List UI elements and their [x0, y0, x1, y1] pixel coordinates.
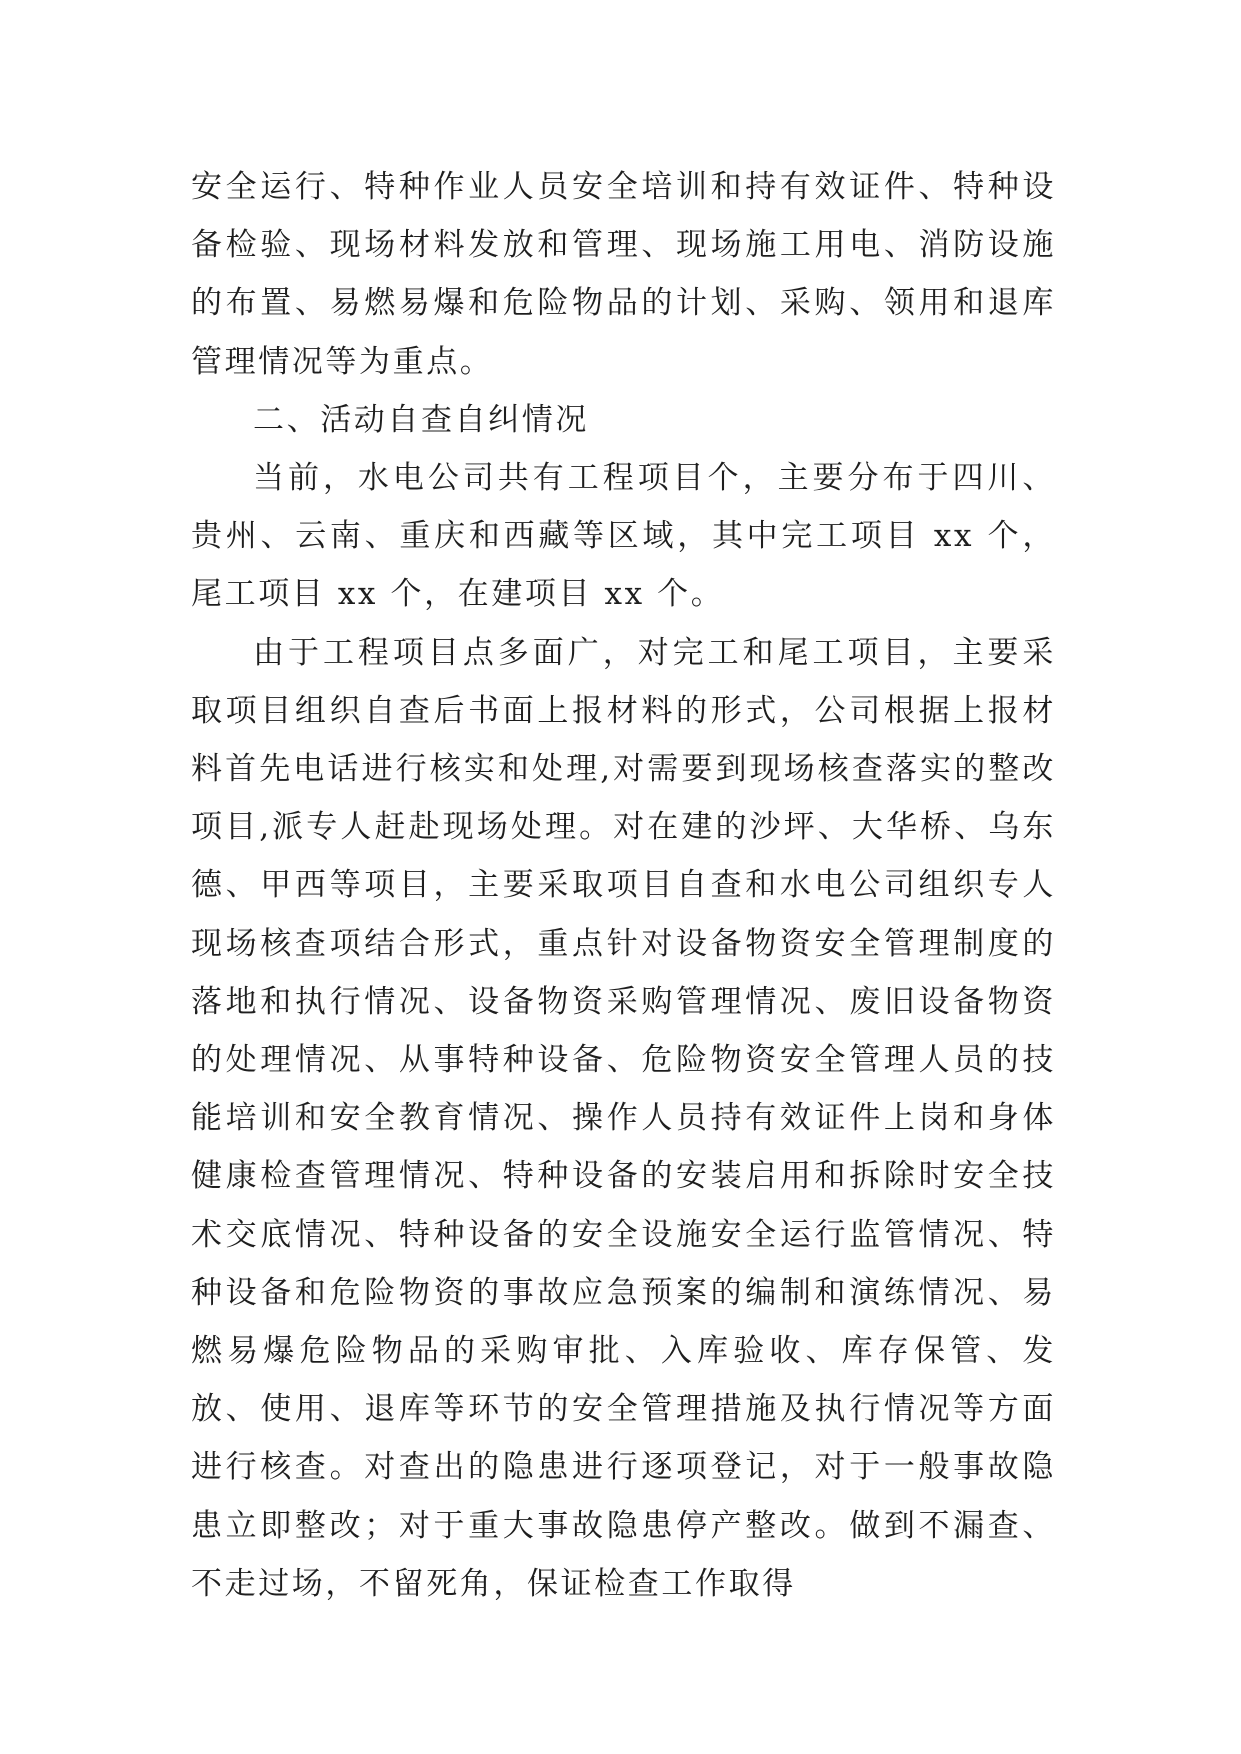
paragraph-project-overview: 当前，水电公司共有工程项目个，主要分布于四川、贵州、云南、重庆和西藏等区域，其中完工项目 xx 个，尾工项目 xx 个，在建项目 xx 个。 — [191, 460, 1056, 613]
paragraph-inspection-method: 由于工程项目点多面广，对完工和尾工项目，主要采取项目组织自查后书面上报材料的形式，公司根据上报材料首先电话进行核实和处理,对需要到现场核查落实的整改项目,派专人赶赴现场处理。对在建的沙坪、大华桥、乌东德、甲西等项目，主要采取项目自查和水电公司组织专人现场核查项结合形式，重点针对设备物资安全管理制度的落地和执行情况、设备物资采购管理情况、废旧设备物资的处理情况、从事特种设备、危险物资安全管理人员的技能培训和安全教育情况、操作人员持有效证件上岗和身体健康检查管理情况、特种设备的安装启用和拆除时安全技术交底情况、特种设备的安全设施安全运行监管情况、特种设备和危险物资的事故应急预案的编制和演练情况、易燃易爆危险物品的采购审批、入库验收、库存保管、发放、使用、退库等环节的安全管理措施及执行情况等方面进行核查。对查出的隐患进行逐项登记，对于一般事故隐患立即整改；对于重大事故隐患停产整改。做到不漏查、不走过场，不留死角，保证检查工作取得 — [191, 634, 1056, 1602]
paragraph-inspection-focus: 安全运行、特种作业人员安全培训和持有效证件、特种设备检验、现场材料发放和管理、现场施工用电、消防设施的布置、易燃易爆和危险物品的计划、采购、领用和退库管理情况等为重点。 — [191, 169, 1056, 380]
section-heading-self-inspection: 二、活动自查自纠情况 — [253, 401, 589, 438]
document-body — [191, 158, 1056, 1613]
